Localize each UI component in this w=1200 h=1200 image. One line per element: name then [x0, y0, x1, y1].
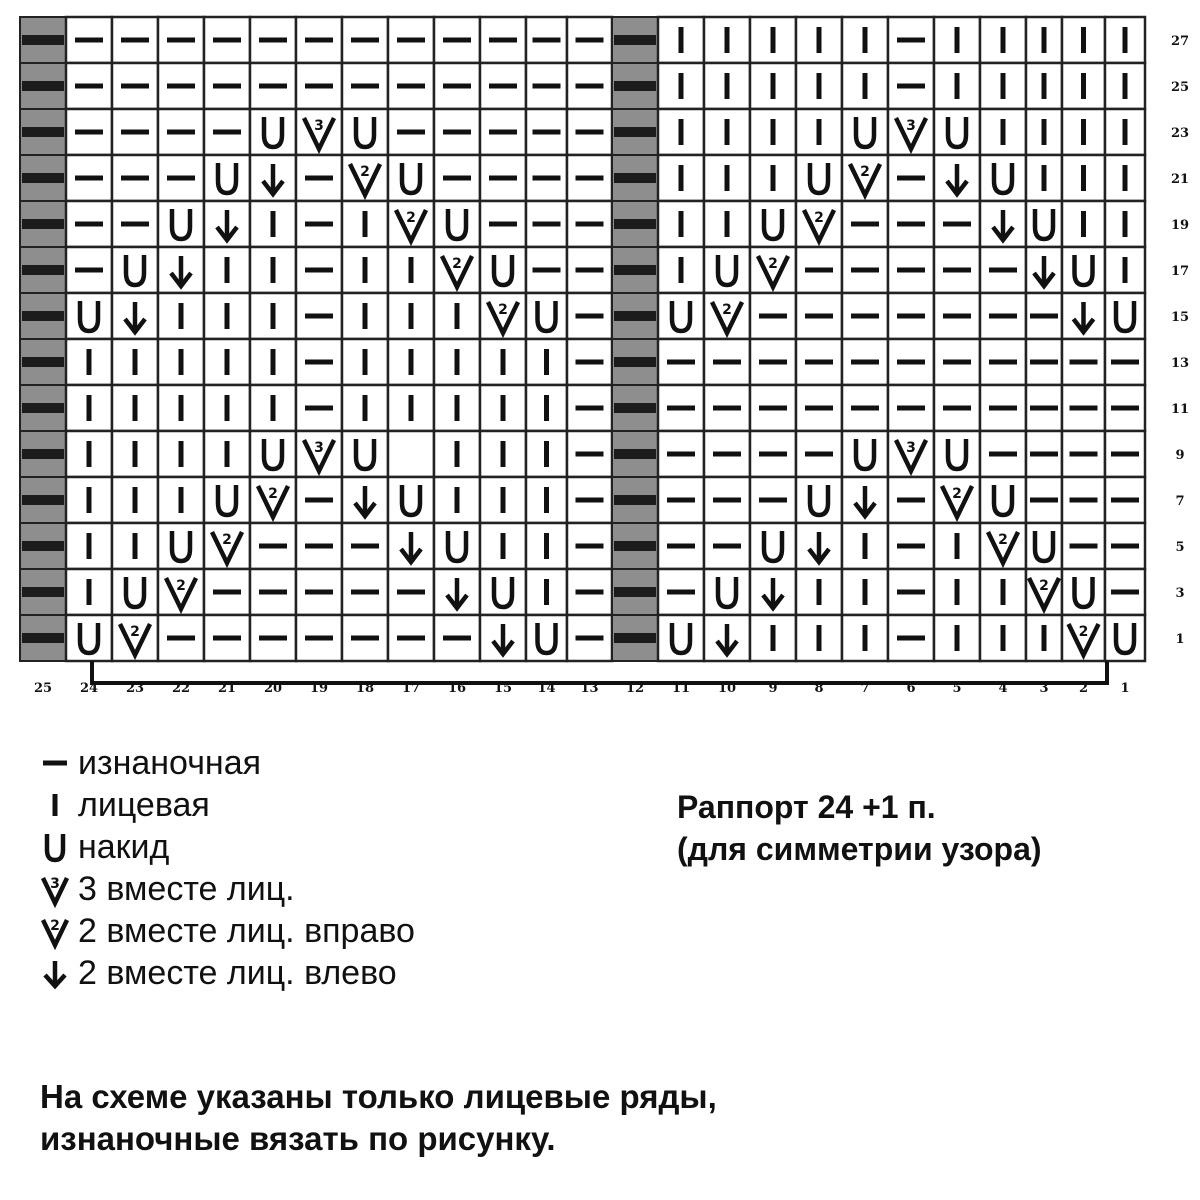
column-number: 8	[814, 681, 824, 696]
chart-cell	[388, 431, 434, 477]
decrease-count-label: 2	[222, 532, 232, 548]
decrease-count-label: 2	[452, 256, 462, 272]
note-text	[40, 1076, 717, 1160]
edge-purl-icon	[22, 357, 64, 367]
edge-purl-icon	[614, 127, 656, 137]
legend-item-k2tog-left	[32, 952, 415, 994]
row-number: 23	[1170, 126, 1190, 141]
edge-purl-icon	[614, 495, 656, 505]
decrease-count-label: 2	[360, 164, 370, 180]
decrease-count-label: 2	[406, 210, 416, 226]
legend-item-k3tog	[32, 868, 415, 910]
column-number: 3	[1039, 681, 1049, 696]
edge-purl-icon	[614, 541, 656, 551]
decrease-count-label: 2	[722, 302, 732, 318]
knit-icon	[32, 785, 78, 825]
column-number: 12	[625, 681, 645, 696]
decrease-count-label: 3	[314, 440, 324, 456]
legend-item-yarn-over	[32, 826, 415, 868]
row-number: 19	[1170, 218, 1190, 233]
edge-purl-icon	[614, 35, 656, 45]
legend-label: 2 вместе лиц. влево	[78, 954, 397, 992]
edge-purl-icon	[22, 265, 64, 275]
edge-purl-icon	[614, 633, 656, 643]
legend-label: 2 вместе лиц. вправо	[78, 912, 415, 950]
column-number: 14	[537, 681, 556, 696]
column-number: 18	[355, 681, 375, 696]
row-number: 5	[1175, 540, 1185, 555]
note-line: изнаночные вязать по рисунку.	[40, 1120, 556, 1157]
edge-purl-icon	[22, 495, 64, 505]
column-number: 19	[309, 681, 329, 696]
row-number: 13	[1170, 356, 1190, 371]
row-number: 9	[1175, 448, 1185, 463]
legend-label: лицевая	[78, 786, 210, 824]
column-number: 25	[33, 681, 53, 696]
row-number: 7	[1175, 494, 1185, 509]
svg-text:2: 2	[50, 918, 60, 934]
decrease-count-label: 2	[768, 256, 778, 272]
edge-purl-icon	[614, 311, 656, 321]
k2tog-left-icon	[32, 953, 78, 993]
column-number: 21	[217, 681, 237, 696]
legend-label: изнаночная	[78, 744, 262, 782]
legend-item-purl	[32, 742, 415, 784]
column-number: 6	[906, 681, 916, 696]
row-number: 25	[1170, 80, 1190, 95]
column-number: 23	[125, 681, 145, 696]
column-number: 22	[171, 681, 191, 696]
edge-purl-icon	[614, 449, 656, 459]
edge-purl-icon	[22, 587, 64, 597]
edge-purl-icon	[614, 173, 656, 183]
edge-purl-icon	[614, 81, 656, 91]
decrease-count-label: 3	[906, 118, 916, 134]
row-number: 27	[1170, 34, 1190, 49]
edge-purl-icon	[22, 81, 64, 91]
column-number: 2	[1078, 681, 1089, 696]
decrease-count-label: 2	[176, 578, 186, 594]
decrease-count-label: 2	[952, 486, 962, 502]
decrease-count-label: 2	[814, 210, 824, 226]
row-number: 15	[1170, 310, 1190, 325]
edge-purl-icon	[22, 541, 64, 551]
legend	[32, 742, 415, 994]
edge-purl-icon	[22, 127, 64, 137]
row-number: 3	[1175, 586, 1185, 601]
row-number: 11	[1170, 402, 1190, 417]
column-number: 7	[860, 681, 870, 696]
k3tog-icon	[32, 869, 78, 909]
decrease-count-label: 2	[268, 486, 278, 502]
legend-item-k2tog-right	[32, 910, 415, 952]
decrease-count-label: 2	[1039, 578, 1049, 594]
note-line: На схеме указаны только лицевые ряды,	[40, 1078, 717, 1115]
rapport-line: (для симметрии узора)	[677, 831, 1042, 867]
purl-icon	[32, 743, 78, 783]
edge-purl-icon	[22, 173, 64, 183]
edge-purl-icon	[22, 403, 64, 413]
column-number: 16	[447, 681, 467, 696]
row-number: 17	[1170, 264, 1190, 279]
column-number: 20	[263, 681, 283, 696]
repeat-bracket	[92, 661, 1107, 683]
edge-purl-icon	[22, 35, 64, 45]
k2tog-right-icon	[32, 911, 78, 951]
edge-purl-icon	[614, 219, 656, 229]
decrease-count-label: 2	[1078, 624, 1089, 640]
column-number: 1	[1120, 681, 1130, 696]
decrease-count-label: 2	[498, 302, 508, 318]
edge-purl-icon	[22, 633, 64, 643]
chart-grid	[20, 17, 1145, 661]
edge-purl-icon	[614, 587, 656, 597]
decrease-count-label: 3	[314, 118, 324, 134]
legend-label: 3 вместе лиц.	[78, 870, 295, 908]
legend-item-knit	[32, 784, 415, 826]
svg-text:3: 3	[50, 876, 60, 892]
row-number: 1	[1175, 632, 1185, 647]
column-number: 10	[717, 681, 737, 696]
column-number: 24	[79, 681, 99, 696]
column-number: 11	[671, 681, 691, 696]
edge-purl-icon	[22, 219, 64, 229]
rapport-text	[677, 786, 1042, 870]
column-number: 15	[493, 681, 513, 696]
decrease-count-label: 2	[998, 532, 1008, 548]
column-number: 13	[580, 681, 599, 696]
column-number: 9	[768, 681, 778, 696]
column-number: 5	[952, 681, 962, 696]
edge-purl-icon	[614, 265, 656, 275]
edge-purl-icon	[614, 403, 656, 413]
yarn-over-icon	[32, 827, 78, 867]
decrease-count-label: 2	[130, 624, 140, 640]
legend-label: накид	[78, 828, 170, 866]
column-number: 17	[401, 681, 421, 696]
rapport-line: Раппорт 24 +1 п.	[677, 789, 936, 825]
edge-purl-icon	[22, 449, 64, 459]
decrease-count-label: 3	[906, 440, 916, 456]
decrease-count-label: 2	[860, 164, 870, 180]
column-number: 4	[998, 681, 1008, 696]
row-number: 21	[1170, 172, 1190, 187]
edge-purl-icon	[22, 311, 64, 321]
edge-purl-icon	[614, 357, 656, 367]
